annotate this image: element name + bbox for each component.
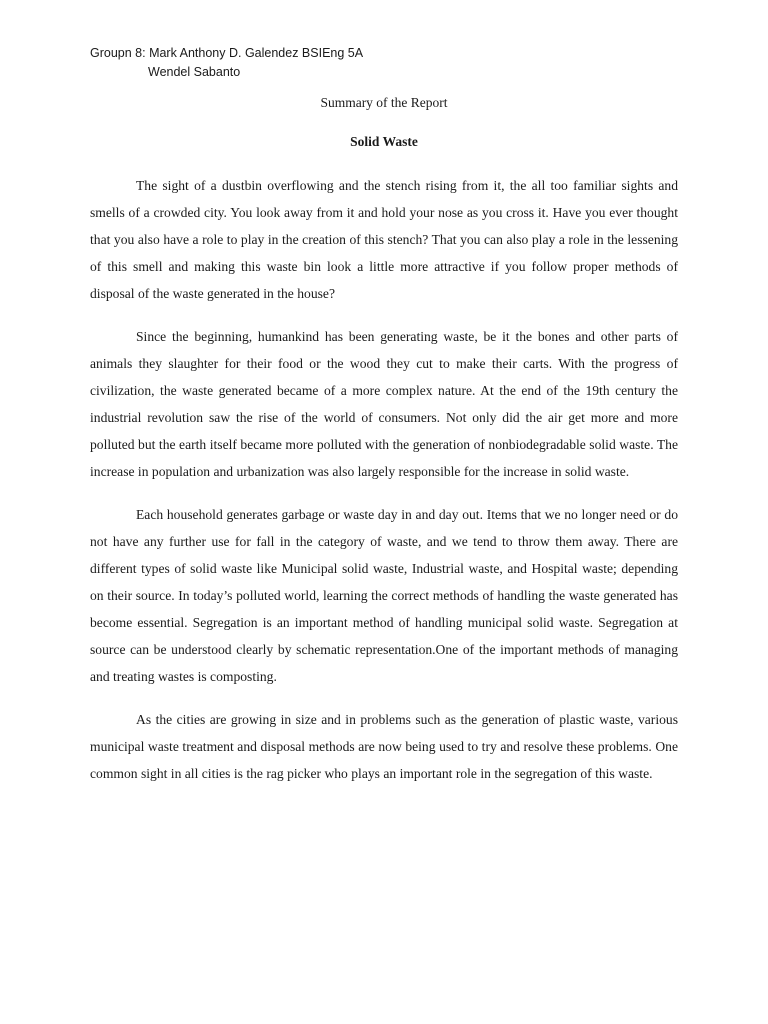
report-title: Solid Waste (350, 134, 418, 149)
paragraph-4: As the cities are growing in size and in problems such as the generation of plastic waste, various municipal waste treatment and disposal methods are now being used to try and resolve these problems. One common sight in all cities is the rag picker who plays an important role in the segregation of this waste. (90, 712, 678, 781)
paragraph-2: Since the beginning, humankind has been generating waste, be it the bones and other parts of animals they slaughter for their food or the wood they cut to make their carts. With the progress of civilization, the waste generated became of a more complex nature. At the end of the 19th century the industrial revolution saw the rise of the world of consumers. Not only did the air get more and more polluted but the earth itself became more polluted with the generation of nonbiodegradable solid waste. The increase in population and urbanization was also largely responsible for the increase in solid waste. (90, 329, 678, 479)
author-line-2: Wendel Sabanto (148, 65, 241, 79)
author-line-1: Groupn 8: Mark Anthony D. Galendez BSIEng 5A (90, 46, 364, 60)
paragraph-1: The sight of a dustbin overflowing and the stench rising from it, the all too familiar sights and smells of a crowded city. You look away from it and hold your nose as you cross it. Have you ever thought that you also have a role to play in the creation of this stench? That you can also play a role in the lessening of this smell and making this waste bin look a little more attractive if you follow proper methods of disposal of the waste generated in the house? (90, 178, 678, 301)
author-header (90, 44, 363, 82)
paragraph-3: Each household generates garbage or waste day in and day out. Items that we no longer need or do not have any further use for fall in the category of waste, and we tend to throw them away. There are different types of solid waste like Municipal solid waste, Industrial waste, and Hospital waste; depending on their source. In today’s polluted world, learning the correct methods of handling the waste generated has become essential. Segregation is an important method of handling municipal solid waste. Segregation at source can be understood clearly by schematic representation.One of the important methods of managing and treating wastes is composting. (90, 507, 678, 684)
report-subtitle: Summary of the Report (320, 95, 448, 110)
report-body (90, 172, 678, 803)
